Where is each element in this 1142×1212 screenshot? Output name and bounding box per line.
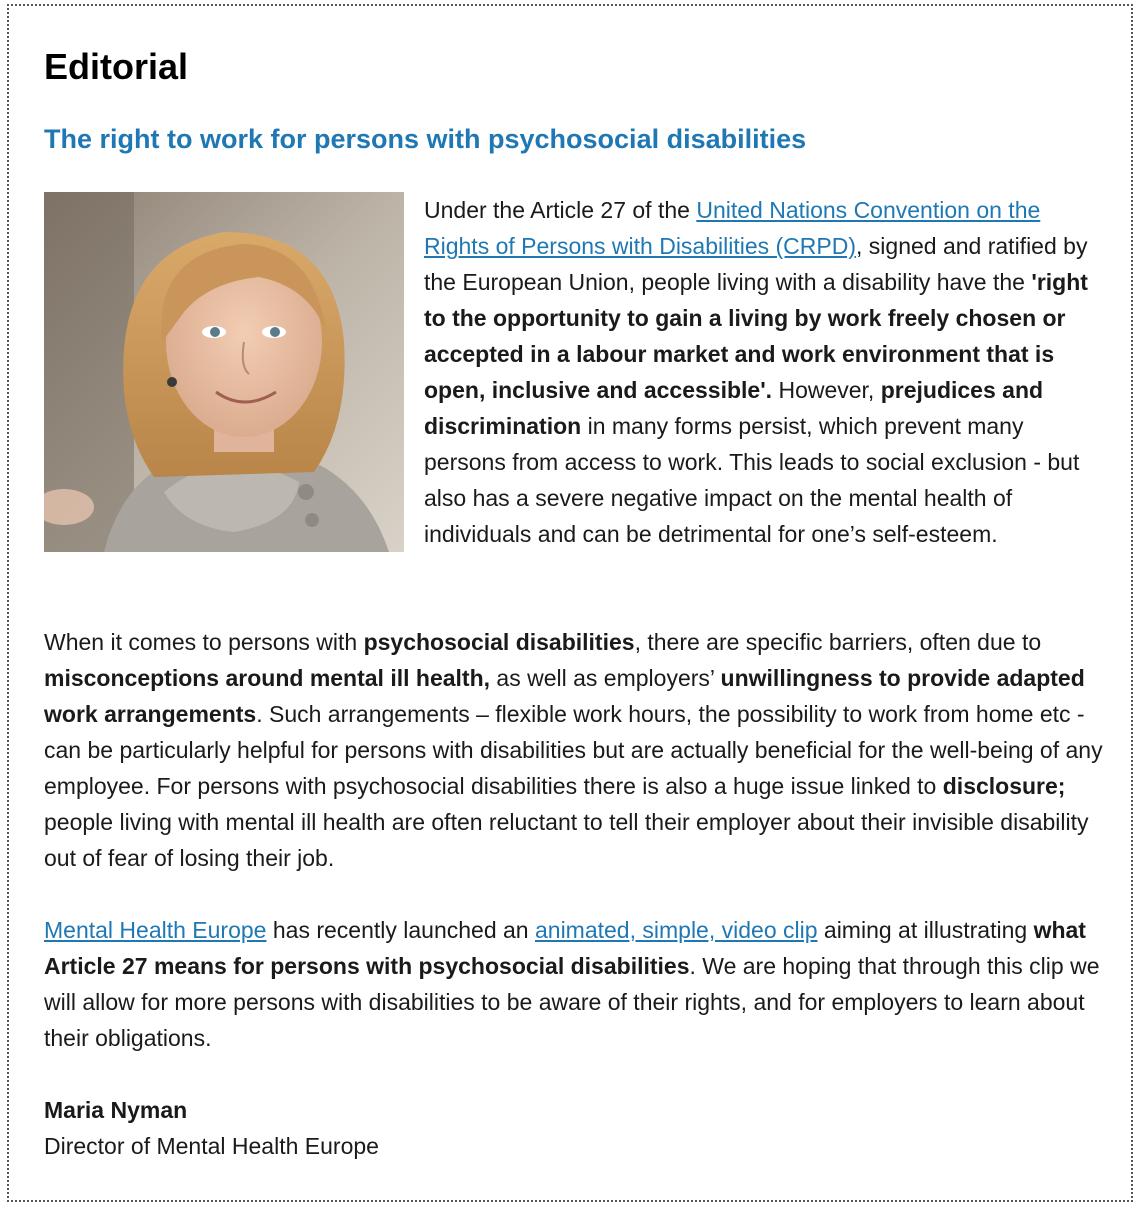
- text-span: people living with mental ill health are often reluctant to tell their employer about their invisible disability out of fear of losing their job.: [44, 809, 1089, 871]
- text-span: in many forms persist, which prevent many persons from access to work. This leads to social exclusion - but also has a severe negative impact on the mental health of individuals and can be detrimental for one’s self-esteem.: [424, 413, 1080, 547]
- text-span: has recently launched an: [266, 917, 535, 943]
- bold-text: psychosocial disabilities: [363, 629, 635, 655]
- bold-quote: 'right to the opportunity to gain a living by work freely chosen or accepted in a labour market and work environment that is open, inclusive and accessible'.: [424, 269, 1088, 403]
- mental-health-europe-link[interactable]: Mental Health Europe: [44, 917, 267, 943]
- portrait-illustration: [44, 192, 404, 552]
- editorial-heading: Editorial: [44, 46, 189, 87]
- text-span: , there are specific barriers, often due to: [634, 629, 1042, 655]
- barriers-paragraph: [44, 624, 1114, 876]
- bold-text: disclosure;: [942, 773, 1066, 799]
- text-span: However,: [772, 377, 881, 403]
- intro-paragraph: [424, 192, 1104, 552]
- author-portrait-photo: [44, 192, 404, 552]
- video-paragraph: [44, 912, 1114, 1056]
- article-title: The right to work for persons with psychosocial disabilities: [44, 124, 807, 154]
- bold-text: what Article 27 means for persons with psychosocial disabilities: [44, 917, 1086, 979]
- bold-text: prejudices and discrimination: [424, 377, 1044, 439]
- crpd-link[interactable]: United Nations Convention on the Rights of Persons with Disabilities (CRPD): [424, 197, 1041, 259]
- text-span: as well as employers’: [490, 665, 721, 691]
- text-span: , signed and ratified by the European Union, people living with a disability have the: [424, 233, 1088, 295]
- author-title: Director of Mental Health Europe: [44, 1133, 379, 1159]
- video-clip-link[interactable]: animated, simple, video clip: [534, 917, 818, 943]
- text-span: aiming at illustrating: [817, 917, 1034, 943]
- author-name: Maria Nyman: [44, 1097, 188, 1123]
- bold-text: unwillingness to provide adapted work arrangements: [44, 665, 1085, 727]
- bold-text: misconceptions around mental ill health,: [44, 665, 491, 691]
- text-span: . We are hoping that through this clip we will allow for more persons with disabilities to be aware of their rights, and for employers to learn about their obligations.: [44, 953, 1100, 1051]
- text-span: When it comes to persons with: [44, 629, 364, 655]
- text-span: Under the Article 27 of the: [424, 197, 697, 223]
- text-span: . Such arrangements – flexible work hours, the possibility to work from home etc - can be particularly helpful for persons with disabilities but are actually beneficial for the well-being of any employee. For persons with psychosocial disabilities there is also a huge issue linked to: [44, 701, 1103, 799]
- signature: [44, 1092, 944, 1164]
